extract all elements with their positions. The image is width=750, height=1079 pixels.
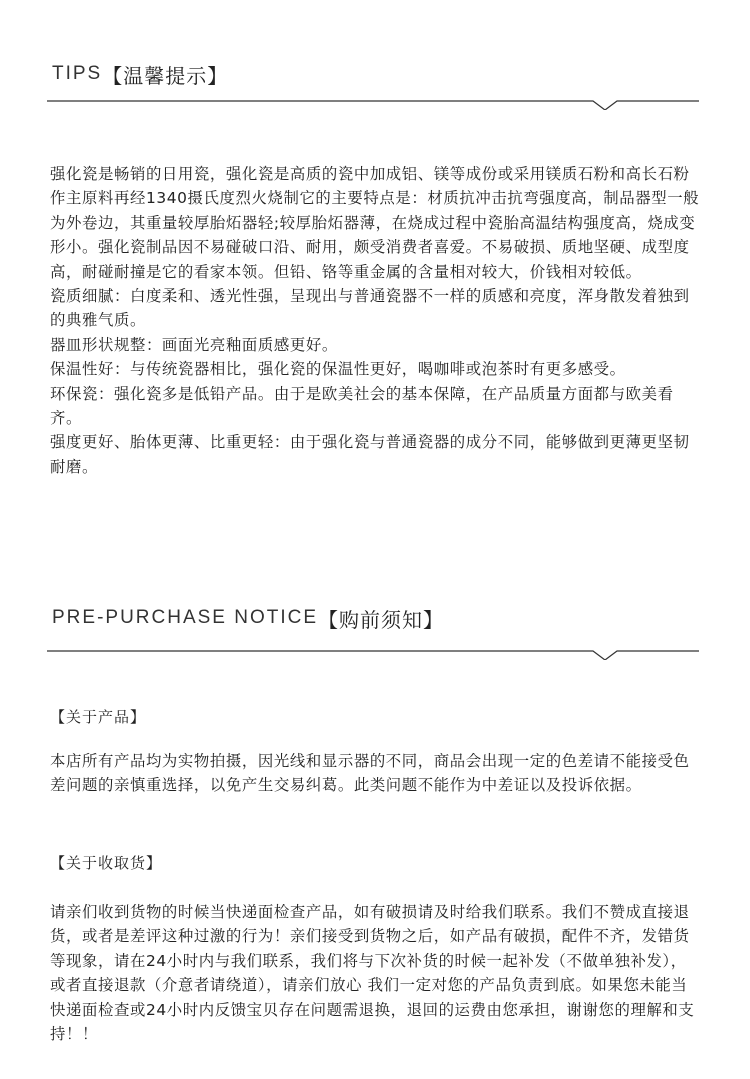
- notice-heading-en: PRE-PURCHASE NOTICE: [52, 607, 319, 628]
- tips-paragraph-shape: 器皿形状规整：画面光亮釉面质感更好。: [50, 335, 338, 354]
- tips-paragraph-fine-texture: 瓷质细腻：白度柔和、透光性强，呈现出与普通瓷器不一样的质感和亮度，浑身散发着独到的典雅气质。: [50, 287, 690, 330]
- about-product-title: 【关于产品】: [50, 708, 147, 726]
- tips-heading-zh: 【温馨提示】: [102, 63, 229, 88]
- about-product-text: 本店所有产品均为实物拍摄，因光线和显示器的不同，商品会出现一定的色差请不能接受色差问题的亲慎重选择，以免产生交易纠葛。此类问题不能作为中差证以及投诉依据。: [50, 752, 690, 795]
- tips-body: [50, 162, 702, 479]
- tips-paragraph-heat-retention: 保温性好：与传统瓷器相比，强化瓷的保温性更好，喝咖啡或泡茶时有更多感受。: [50, 360, 626, 379]
- notice-heading-zh: 【购前须知】: [318, 607, 445, 632]
- tips-heading: [52, 54, 228, 94]
- about-receiving-title: 【关于收取货】: [50, 854, 163, 872]
- tips-paragraph-eco: 环保瓷：强化瓷多是低铅产品。由于是欧美社会的基本保障，在产品质量方面都与欧美看齐。: [50, 384, 674, 428]
- notice-heading: [52, 598, 444, 638]
- tips-heading-en: TIPS: [52, 63, 103, 84]
- about-receiving-text: 请亲们收到货物的时候当快递面检查产品，如有破损请及时给我们联系。我们不赞成直接退货，或者是差评这种过激的行为！亲们接受到货物之后，如产品有破损，配件不齐，发错货等现象，请在24小时内与我们联系，我们将与下次补货的时候一起补发（不做单独补发），或者直接退款（介意者请绕道），请亲们放心 我们一定对您的产品负责到底。如果您未能当快递面检查或24小时内反馈宝贝存在问题需退换，退回的运费由您承担，谢谢您的理解和支持！！: [50, 903, 695, 1044]
- tips-divider: [47, 96, 699, 110]
- tips-paragraph-strength: 强度更好、胎体更薄、比重更轻：由于强化瓷与普通瓷器的成分不同，能够做到更薄更坚韧耐磨。: [50, 433, 690, 476]
- tips-paragraph-intro: 强化瓷是畅销的日用瓷，强化瓷是高质的瓷中加成铝、镁等成份或采用镁质石粉和高长石粉作主原料再经1340摄氏度烈火烧制它的主要特点是：材质抗冲击抗弯强度高，制品器型一般为外卷边，其重量较厚胎炻器轻;较厚胎炻器薄，在烧成过程中瓷胎高温结构强度高，烧成变形小。强化瓷制品因不易碰破口沿、耐用，颇受消费者喜爱。不易破损、质地坚硬、成型度高，耐碰耐撞是它的看家本领。但铅、铬等重金属的含量相对较大，价钱相对较低。: [50, 165, 700, 281]
- notice-divider: [47, 646, 699, 660]
